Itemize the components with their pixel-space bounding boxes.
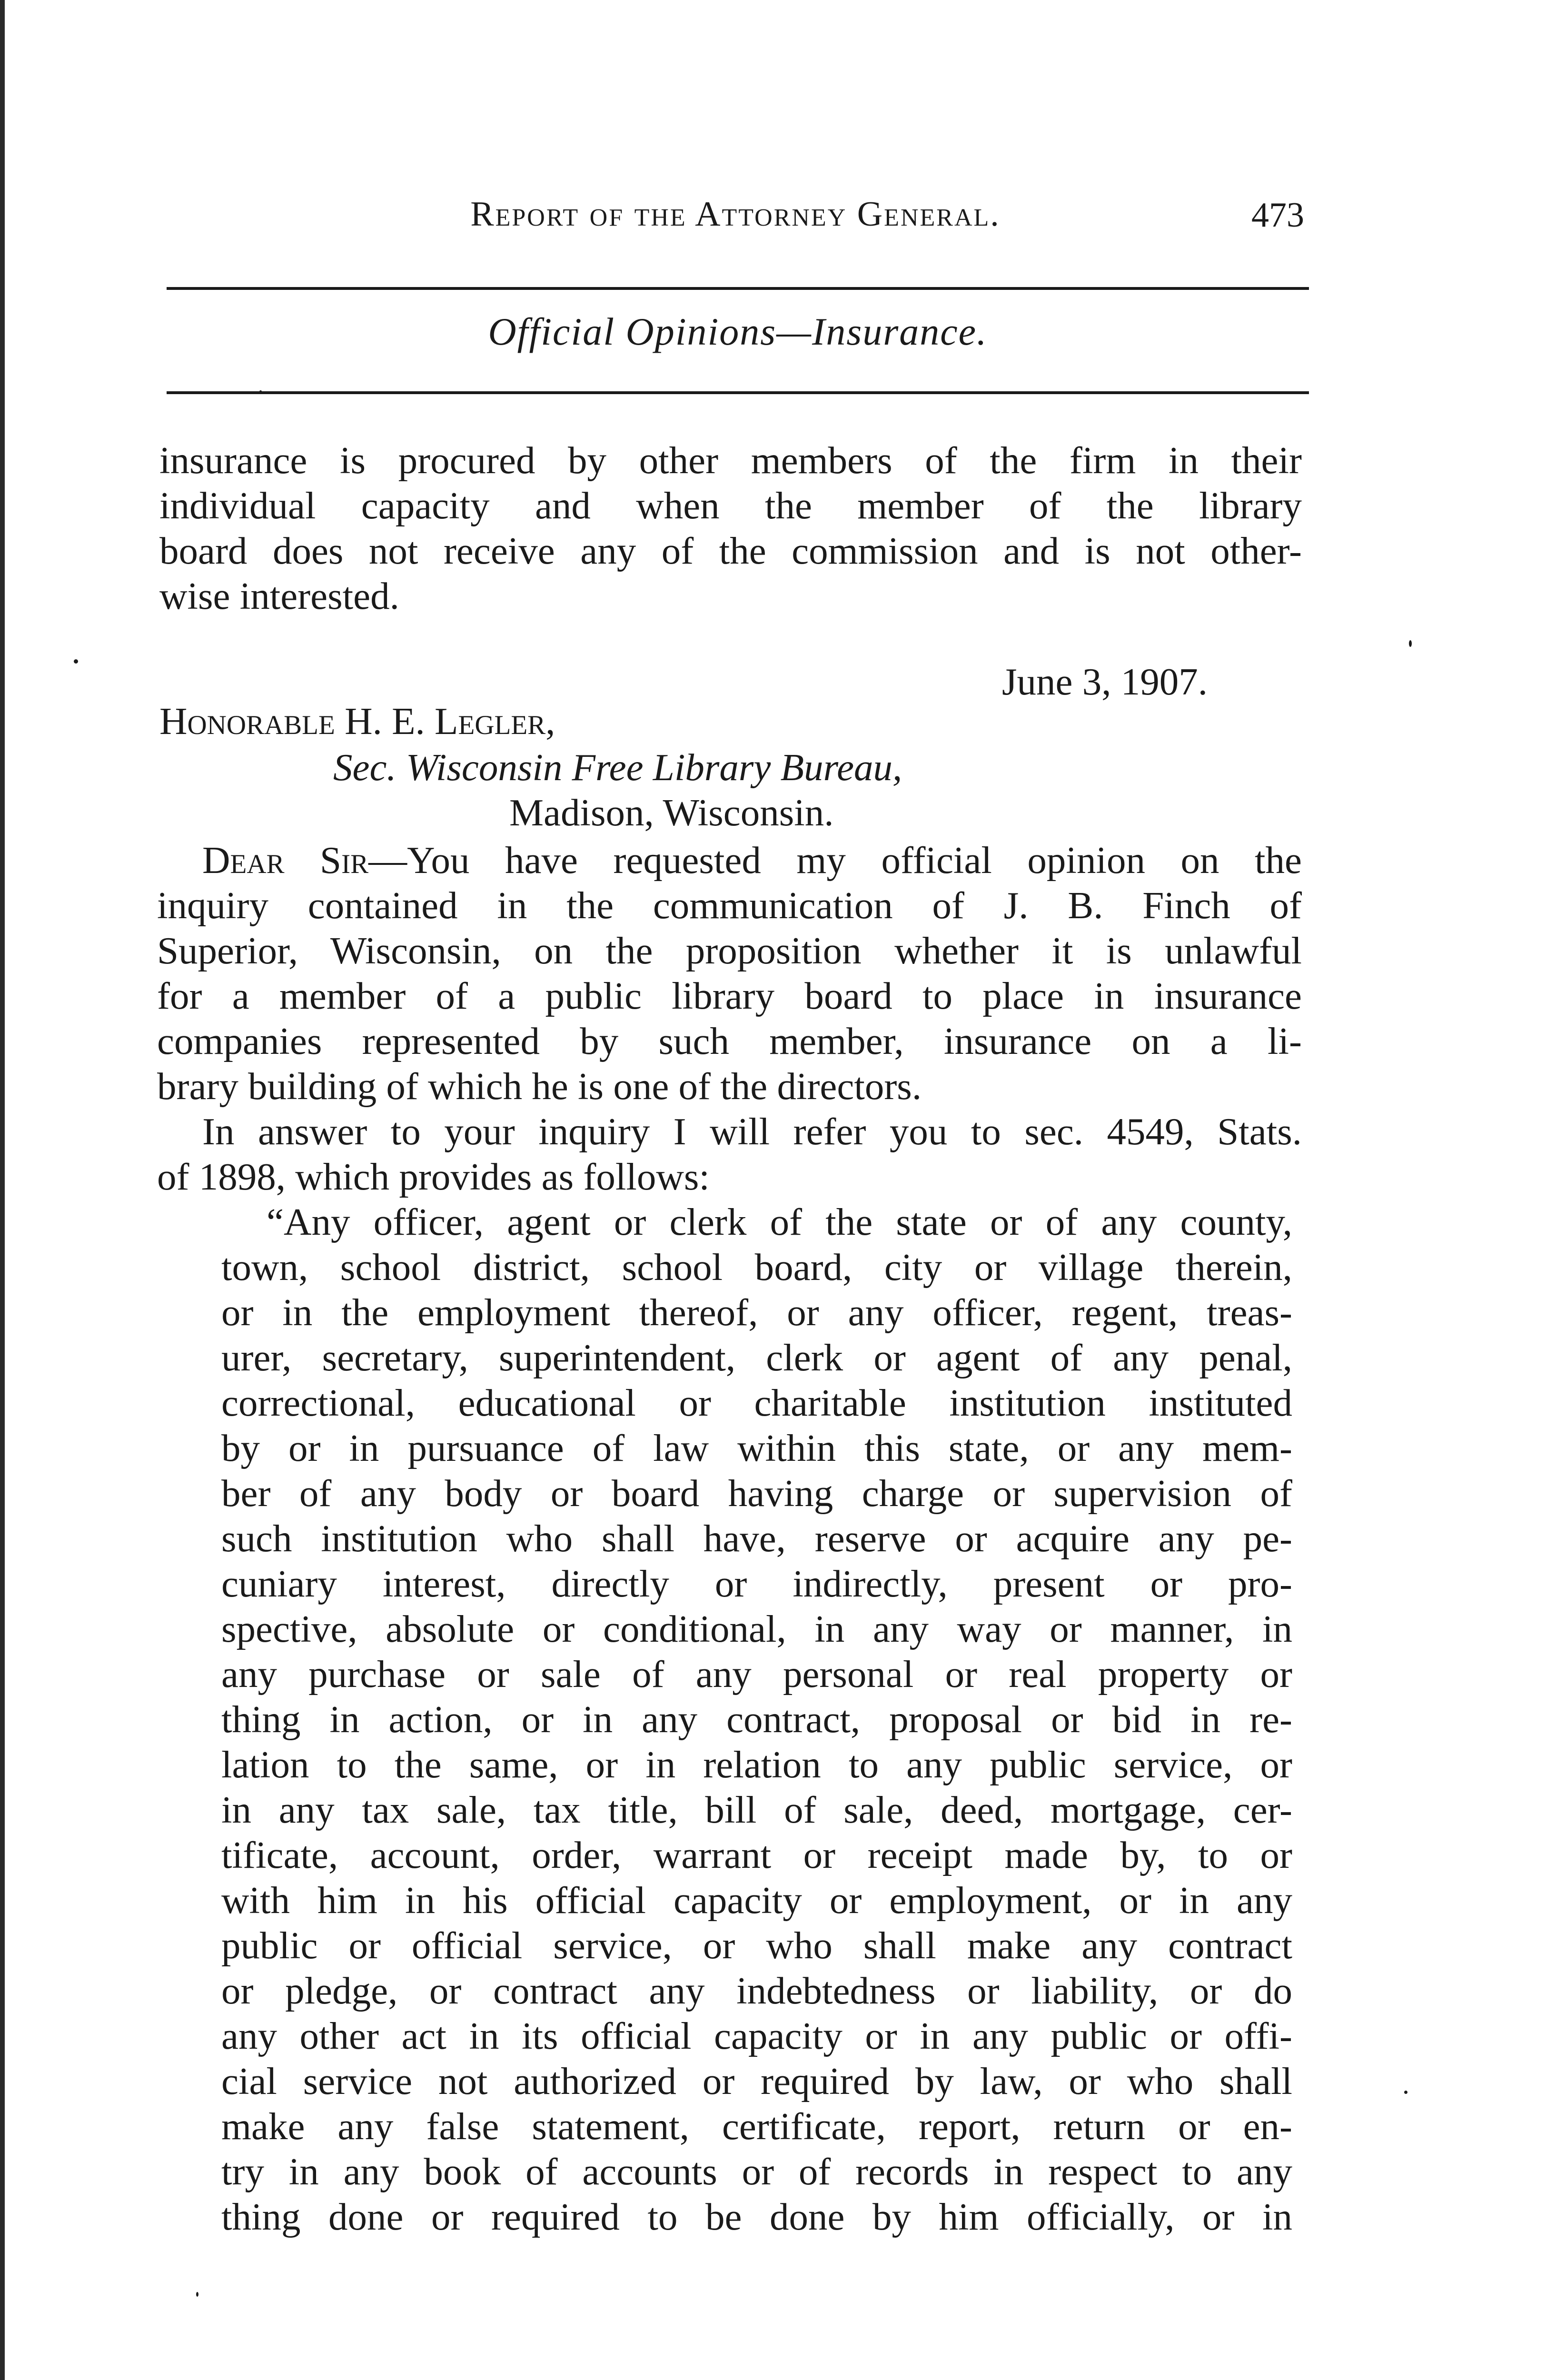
paragraph-line: brary building of which he is one of the directors. (157, 1065, 922, 1108)
scan-page-edge (0, 0, 5, 2380)
quote-line: cial service not authorized or required by law, or who shall (221, 2060, 1292, 2102)
summary-line: insurance is procured by other members of the firm in their (159, 439, 1302, 482)
quote-line: ber of any body or board having charge or supervision of (221, 1472, 1292, 1515)
quote-line: make any false statement, certificate, report, return or en- (221, 2105, 1292, 2148)
paragraph-line: for a member of a public library board to place in insurance (157, 974, 1302, 1017)
quote-line: tificate, account, order, warrant or receipt made by, to or (221, 1834, 1292, 1876)
summary-line: board does not receive any of the commission and is not other- (159, 529, 1302, 572)
quote-line: cuniary interest, directly or indirectly, present or pro- (221, 1562, 1292, 1605)
quote-line: spective, absolute or conditional, in any way or manner, in (221, 1607, 1292, 1650)
paragraph-line: Superior, Wisconsin, on the proposition whether it is unlawful (157, 929, 1302, 972)
quote-line: correctional, educational or charitable institution instituted (221, 1381, 1292, 1424)
quote-line: or pledge, or contract any indebtedness or liability, or do (221, 1969, 1292, 2012)
quote-line: urer, secretary, superintendent, clerk or agent of any penal, (221, 1336, 1292, 1379)
quote-line: town, school district, school board, city or village therein, (221, 1246, 1292, 1289)
section-title: Official Opinions—Insurance. (488, 310, 988, 353)
quote-line: thing done or required to be done by him officially, or in (221, 2195, 1292, 2238)
addressee-name: Honorable H. E. Legler, (159, 700, 555, 743)
summary-line: wise interested. (159, 575, 399, 617)
salutation: Dear Sir (202, 839, 369, 882)
letter-date: June 3, 1907. (1002, 660, 1208, 703)
page-number: 473 (1251, 196, 1304, 235)
quote-line: any purchase or sale of any personal or real property or (221, 1653, 1292, 1696)
paragraph-opening: —You have requested my official opinion on the (368, 839, 1302, 882)
addressee-place: Madison, Wisconsin. (509, 791, 834, 834)
paragraph-line: companies represented by such member, insurance on a li- (157, 1020, 1302, 1062)
quote-line: thing in action, or in any contract, proposal or bid in re- (221, 1698, 1292, 1741)
quote-line: or in the employment thereof, or any officer, regent, treas- (221, 1291, 1292, 1334)
statute-quotation (221, 1200, 1292, 2240)
quote-line: public or official service, or who shall make any contract (221, 1924, 1292, 1967)
bottom-rule (167, 391, 1309, 394)
quote-line: lation to the same, or in relation to any public service, or (221, 1743, 1292, 1786)
scan-speck (1409, 640, 1412, 647)
paragraph-line: of 1898, which provides as follows: (157, 1155, 710, 1198)
letter-paragraph-2 (157, 1109, 1302, 1200)
top-rule (167, 287, 1309, 290)
letter-paragraph-1 (157, 838, 1302, 1109)
paragraph-line (157, 838, 1302, 883)
summary-paragraph (159, 438, 1302, 619)
scan-speck (1404, 2091, 1407, 2094)
quote-line: by or in pursuance of law within this state, or any mem- (221, 1427, 1292, 1469)
quote-line: in any tax sale, tax title, bill of sale, deed, mortgage, cer- (221, 1788, 1292, 1831)
paragraph-line: In answer to your inquiry I will refer you to sec. 4549, Stats. (202, 1110, 1302, 1153)
quote-line: such institution who shall have, reserve or acquire any pe- (221, 1517, 1292, 1560)
paragraph-line: inquiry contained in the communication of J. B. Finch of (157, 884, 1302, 927)
scan-speck (259, 390, 262, 393)
summary-line: individual capacity and when the member of the library (159, 484, 1302, 527)
quote-line: with him in his official capacity or employment, or in any (221, 1879, 1292, 1922)
quote-line: any other act in its official capacity or in any public or offi- (221, 2014, 1292, 2057)
quote-line: try in any book of accounts or of records in respect to any (221, 2150, 1292, 2193)
addressee-title: Sec. Wisconsin Free Library Bureau, (333, 746, 902, 789)
quote-line: “Any officer, agent or clerk of the state or of any county, (267, 1200, 1292, 1243)
running-title: Report of the Attorney General. (470, 195, 1001, 234)
scan-speck (74, 659, 78, 664)
running-head (167, 185, 1304, 251)
scan-speck (196, 2292, 198, 2297)
